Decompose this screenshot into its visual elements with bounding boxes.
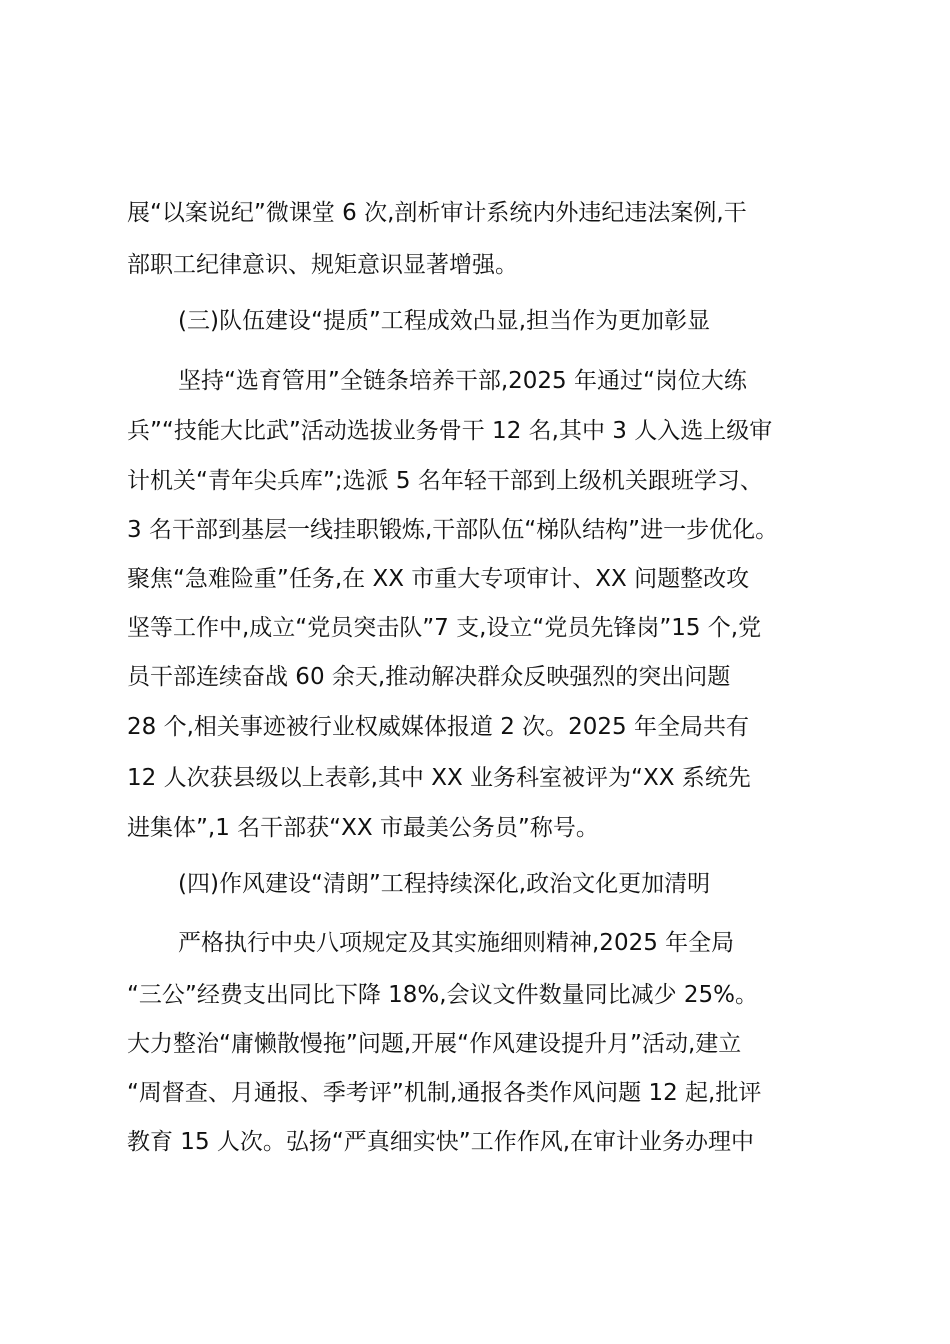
body-text-line: 坚等工作中,成立“党员突击队”7 支,设立“党员先锋岗”15 个,党 — [127, 615, 762, 641]
body-text-line: 员干部连续奋战 60 余天,推动解决群众反映强烈的突出问题 — [127, 664, 731, 690]
body-text-line: “三公”经费支出同比下降 18%,会议文件数量同比减少 25%。 — [127, 982, 759, 1008]
paragraph-first-line: 严格执行中央八项规定及其实施细则精神,2025 年全局 — [178, 930, 735, 956]
body-text-line: 3 名干部到基层一线挂职锻炼,干部队伍“梯队结构”进一步优化。 — [127, 517, 779, 543]
body-text-line: 部职工纪律意识、规矩意识显著增强。 — [127, 252, 518, 278]
body-text-line: 进集体”,1 名干部获“XX 市最美公务员”称号。 — [127, 815, 599, 841]
body-text-line: 兵”“技能大比武”活动选拔业务骨干 12 名,其中 3 人入选上级审 — [127, 418, 773, 444]
body-text-line: 展“以案说纪”微课堂 6 次,剖析审计系统内外违纪违法案例,干 — [127, 200, 747, 226]
section-heading-3: (三)队伍建设“提质”工程成效凸显,担当作为更加彰显 — [178, 308, 711, 334]
body-text-line: 28 个,相关事迹被行业权威媒体报道 2 次。2025 年全局共有 — [127, 714, 749, 740]
body-text-line: 12 人次获县级以上表彰,其中 XX 业务科室被评为“XX 系统先 — [127, 765, 751, 791]
body-text-line: 聚焦“急难险重”任务,在 XX 市重大专项审计、XX 问题整改攻 — [127, 566, 750, 592]
body-text-line: 计机关“青年尖兵库”;选派 5 名年轻干部到上级机关跟班学习、 — [127, 468, 763, 494]
body-text-line: 大力整治“庸懒散慢拖”问题,开展“作风建设提升月”活动,建立 — [127, 1031, 742, 1057]
section-heading-4: (四)作风建设“清朗”工程持续深化,政治文化更加清明 — [178, 871, 711, 897]
body-text-line: “周督查、月通报、季考评”机制,通报各类作风问题 12 起,批评 — [127, 1080, 762, 1106]
body-text-line: 教育 15 人次。弘扬“严真细实快”工作作风,在审计业务办理中 — [127, 1129, 755, 1155]
paragraph-first-line: 坚持“选育管用”全链条培养干部,2025 年通过“岗位大练 — [178, 368, 747, 394]
